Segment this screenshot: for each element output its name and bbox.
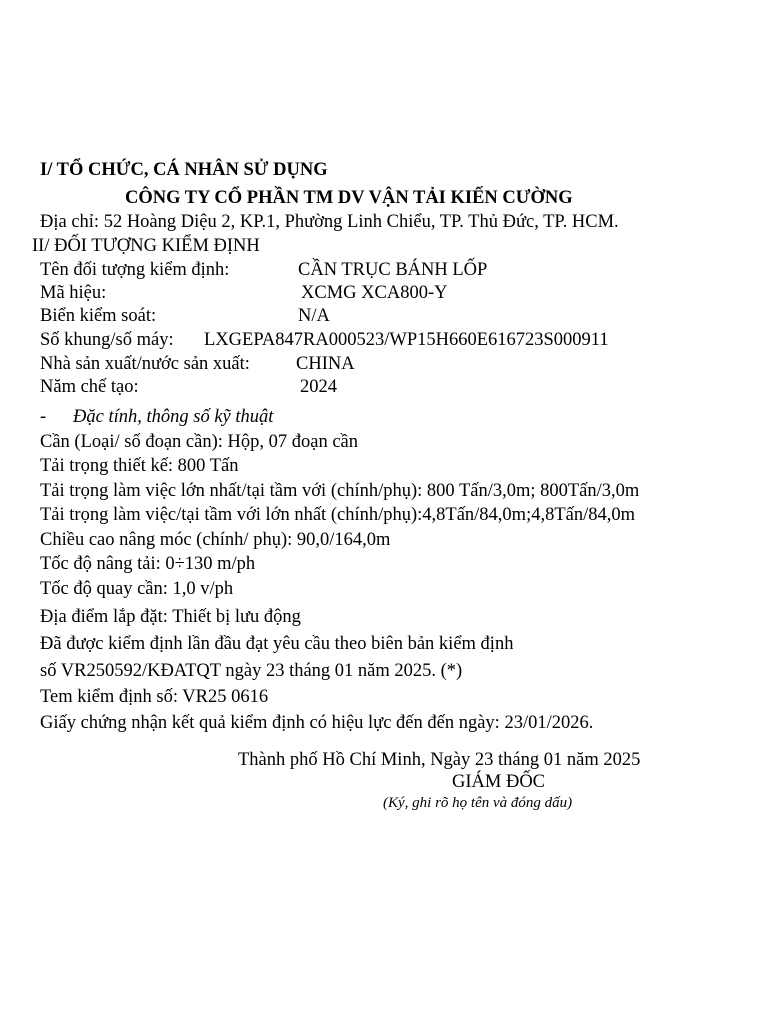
specs-dash: -: [40, 407, 47, 427]
field-value-plate: N/A: [298, 306, 330, 326]
field-value-year: 2024: [300, 377, 337, 397]
section-1-heading: I/ TỔ CHỨC, CÁ NHÂN SỬ DỤNG: [40, 160, 328, 180]
field-label-chassis: Số khung/số máy:: [40, 330, 174, 350]
signature-note: (Ký, ghi rõ họ tên và đóng dấu): [383, 795, 573, 811]
company-address: Địa chỉ: 52 Hoàng Diệu 2, KP.1, Phường Linh Chiểu, TP. Thủ Đức, TP. HCM.: [40, 212, 619, 232]
field-label-manufacturer: Nhà sản xuất/nước sản xuất:: [40, 354, 250, 374]
spec-line: Chiều cao nâng móc (chính/ phụ): 90,0/164,0m: [40, 530, 391, 550]
field-value-manufacturer: CHINA: [296, 354, 355, 374]
install-location: Địa điểm lắp đặt: Thiết bị lưu động: [40, 607, 301, 627]
field-label-plate: Biển kiểm soát:: [40, 306, 157, 326]
field-label-model: Mã hiệu:: [40, 283, 107, 303]
spec-line: Tốc độ nâng tải: 0÷130 m/ph: [40, 554, 256, 574]
stamp-number: Tem kiểm định số: VR25 0616: [40, 687, 269, 707]
spec-line: Tải trọng làm việc lớn nhất/tại tầm với (chính/phụ): 800 Tấn/3,0m; 800Tấn/3,0m: [40, 481, 640, 501]
validity-date: Giấy chứng nhận kết quả kiểm định có hiệu lực đến đến ngày: 23/01/2026.: [40, 713, 594, 733]
field-value-model: XCMG XCA800-Y: [301, 283, 448, 303]
inspection-statement-1: Đã được kiểm định lần đầu đạt yêu cầu theo biên bản kiểm định: [40, 634, 514, 654]
field-label-object-name: Tên đối tượng kiểm định:: [40, 260, 230, 280]
spec-line: Tốc độ quay cần: 1,0 v/ph: [40, 579, 234, 599]
specs-heading: Đặc tính, thông số kỹ thuật: [73, 407, 274, 427]
section-2-heading: II/ ĐỐI TƯỢNG KIỂM ĐỊNH: [32, 236, 260, 256]
field-value-object-name: CẦN TRỤC BÁNH LỐP: [298, 260, 488, 280]
spec-line: Tải trọng làm việc/tại tầm với lớn nhất (chính/phụ):4,8Tấn/84,0m;4,8Tấn/84,0m: [40, 505, 635, 525]
signature-place-date: Thành phố Hồ Chí Minh, Ngày 23 tháng 01 năm 2025: [238, 750, 641, 770]
inspection-statement-2: số VR250592/KĐATQT ngày 23 tháng 01 năm 2025. (*): [40, 661, 463, 681]
field-value-chassis: LXGEPA847RA000523/WP15H660E616723S000911: [204, 330, 609, 350]
field-label-year: Năm chế tạo:: [40, 377, 139, 397]
signature-title: GIÁM ĐỐC: [452, 772, 546, 792]
company-name: CÔNG TY CỔ PHẦN TM DV VẬN TẢI KIẾN CƯỜNG: [125, 188, 573, 208]
spec-line: Cần (Loại/ số đoạn cần): Hộp, 07 đoạn cần: [40, 432, 359, 452]
spec-line: Tải trọng thiết kế: 800 Tấn: [40, 456, 239, 476]
